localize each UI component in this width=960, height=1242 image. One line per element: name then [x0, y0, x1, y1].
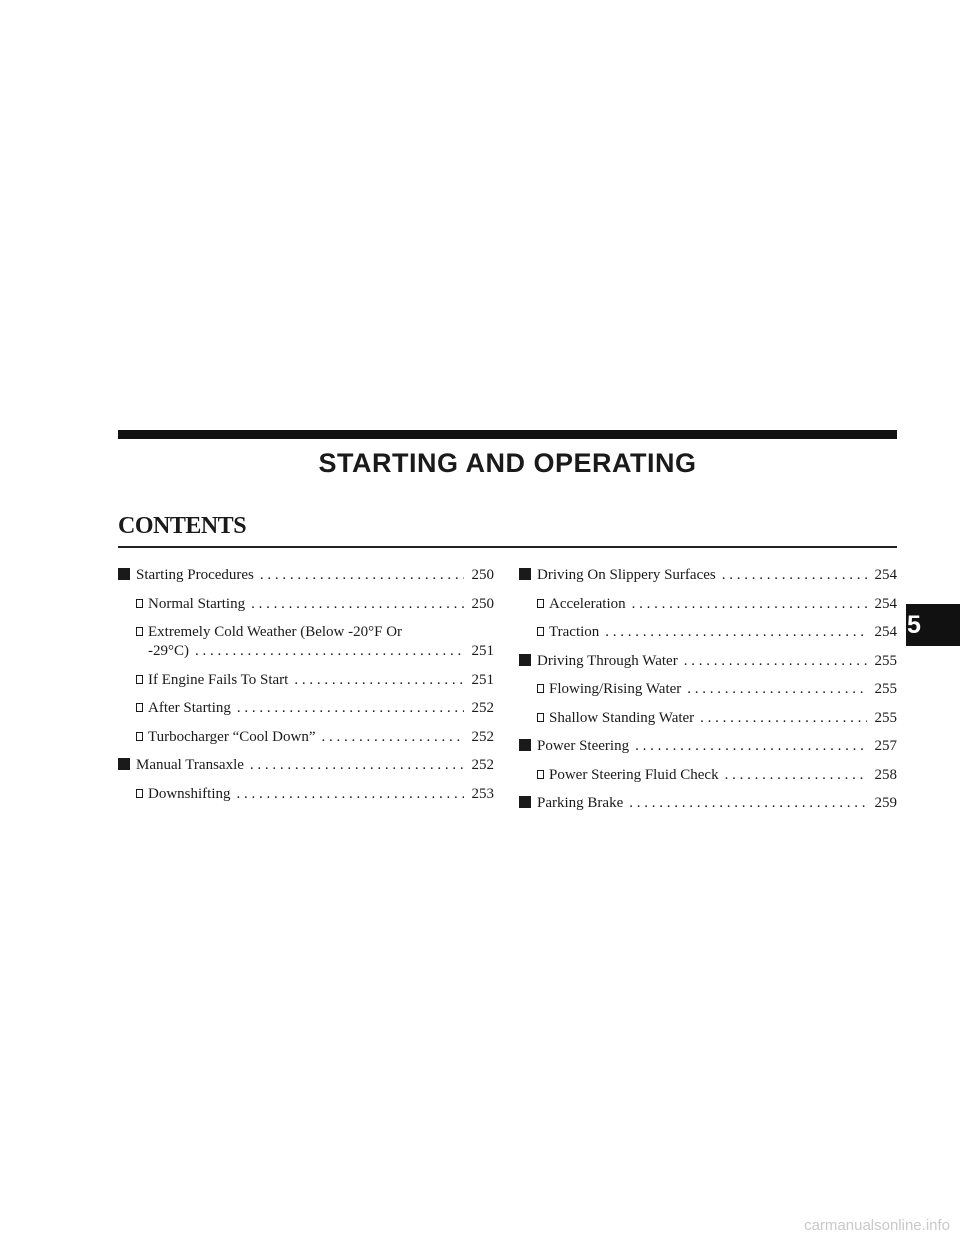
dot-leader: [632, 595, 867, 613]
dot-leader: [700, 709, 867, 727]
hollow-square-bullet-icon: [537, 599, 544, 608]
toc-entry-driving-on-slippery-surfaces[interactable]: [519, 566, 897, 584]
toc-entry-turbocharger-cool-down[interactable]: [118, 728, 494, 746]
toc-entry-page: 255: [874, 681, 897, 697]
toc-entry-shallow-standing-water[interactable]: [519, 709, 897, 727]
dot-leader: [629, 794, 867, 812]
toc-entry-label: Parking Brake: [537, 795, 624, 811]
toc-entry-page: 259: [874, 795, 897, 811]
toc-entry-label: Shallow Standing Water: [549, 709, 695, 726]
toc-entry-page: 257: [874, 738, 897, 754]
filled-square-bullet-icon: [519, 568, 531, 580]
filled-square-bullet-icon: [118, 568, 130, 580]
toc-entry-traction[interactable]: [519, 623, 897, 641]
dot-leader: [321, 728, 464, 746]
toc-entry-label: Flowing/Rising Water: [549, 681, 682, 697]
toc-entry-after-starting[interactable]: [118, 699, 494, 717]
filled-square-bullet-icon: [519, 796, 531, 808]
dot-leader: [605, 623, 867, 641]
toc-entry-page: 250: [471, 595, 494, 612]
toc-entry-power-steering[interactable]: [519, 737, 897, 755]
toc-entry-label: Driving Through Water: [537, 652, 678, 669]
toc-entry-label-line2: -29°C): [148, 643, 189, 659]
toc-entry-page: 258: [874, 766, 897, 783]
chapter-tab-number: 5: [907, 610, 921, 639]
toc-entry-if-engine-fails-to-start[interactable]: [118, 671, 494, 689]
dot-leader: [725, 766, 867, 784]
toc-entry-extremely-cold-weather[interactable]: [118, 623, 494, 660]
dot-leader: [635, 737, 867, 755]
hollow-square-bullet-icon: [537, 627, 544, 636]
toc-entry-page: 252: [471, 728, 494, 745]
dot-leader: [195, 642, 464, 660]
contents-rule: [118, 546, 897, 548]
toc-entry-label: Power Steering Fluid Check: [549, 766, 719, 783]
contents-heading: CONTENTS: [118, 513, 247, 539]
toc-entry-label: Downshifting: [148, 785, 231, 802]
toc-entry-power-steering-fluid-check[interactable]: [519, 766, 897, 784]
toc-entry-downshifting[interactable]: [118, 785, 494, 803]
toc-entry-label: Turbocharger “Cool Down”: [148, 728, 316, 745]
dot-leader: [250, 756, 464, 774]
toc-entry-label: Traction: [549, 624, 600, 640]
filled-square-bullet-icon: [118, 758, 130, 770]
filled-square-bullet-icon: [519, 654, 531, 666]
toc-entry-page: 252: [471, 757, 494, 773]
dot-leader: [260, 566, 464, 584]
hollow-square-bullet-icon: [537, 684, 544, 693]
dot-leader: [237, 785, 465, 803]
toc-entry-parking-brake[interactable]: [519, 794, 897, 812]
toc-entry-page: 253: [471, 785, 494, 802]
toc-entry-page: 255: [874, 709, 897, 726]
toc-left-column: [118, 566, 494, 813]
toc-entry-label: After Starting: [148, 700, 231, 716]
toc-entry-page: 254: [874, 567, 897, 583]
toc-entry-label: Starting Procedures: [136, 567, 254, 583]
toc-entry-acceleration[interactable]: [519, 595, 897, 613]
hollow-square-bullet-icon: [136, 703, 143, 712]
hollow-square-bullet-icon: [136, 675, 143, 684]
hollow-square-bullet-icon: [136, 627, 143, 636]
chapter-tab: [906, 604, 960, 646]
watermark: carmanualsonline.info: [804, 1217, 950, 1234]
toc-entry-page: 255: [874, 652, 897, 669]
dot-leader: [251, 595, 464, 613]
chapter-title: STARTING AND OPERATING: [318, 448, 697, 478]
dot-leader: [684, 652, 867, 670]
dot-leader: [722, 566, 867, 584]
toc-entry-label: Acceleration: [549, 595, 626, 612]
toc-entry-label: Driving On Slippery Surfaces: [537, 567, 716, 583]
toc-entry-label: If Engine Fails To Start: [148, 671, 289, 688]
chapter-top-rule: [118, 430, 897, 439]
toc-entry-driving-through-water[interactable]: [519, 652, 897, 670]
toc-entry-page: 251: [471, 671, 494, 688]
toc-entry-page: 251: [471, 643, 494, 659]
toc-entry-label: Normal Starting: [148, 595, 246, 612]
toc-entry-page: 254: [874, 595, 897, 612]
toc-entry-label: Power Steering: [537, 738, 630, 754]
toc-entry-manual-transaxle[interactable]: [118, 756, 494, 774]
toc-entry-label-line1: Extremely Cold Weather (Below -20°F Or: [148, 624, 403, 640]
hollow-square-bullet-icon: [136, 789, 143, 798]
dot-leader: [687, 680, 867, 698]
hollow-square-bullet-icon: [537, 770, 544, 779]
toc-entry-flowing-rising-water[interactable]: [519, 680, 897, 698]
toc-entry-label: Manual Transaxle: [136, 757, 244, 773]
hollow-square-bullet-icon: [537, 713, 544, 722]
toc-right-column: [519, 566, 897, 823]
hollow-square-bullet-icon: [136, 599, 143, 608]
toc-entry-page: 252: [471, 700, 494, 716]
filled-square-bullet-icon: [519, 739, 531, 751]
dot-leader: [294, 671, 464, 689]
toc-entry-page: 250: [471, 567, 494, 583]
dot-leader: [237, 699, 464, 717]
toc-entry-starting-procedures[interactable]: [118, 566, 494, 584]
toc-entry-normal-starting[interactable]: [118, 595, 494, 613]
toc-entry-page: 254: [874, 624, 897, 640]
hollow-square-bullet-icon: [136, 732, 143, 741]
